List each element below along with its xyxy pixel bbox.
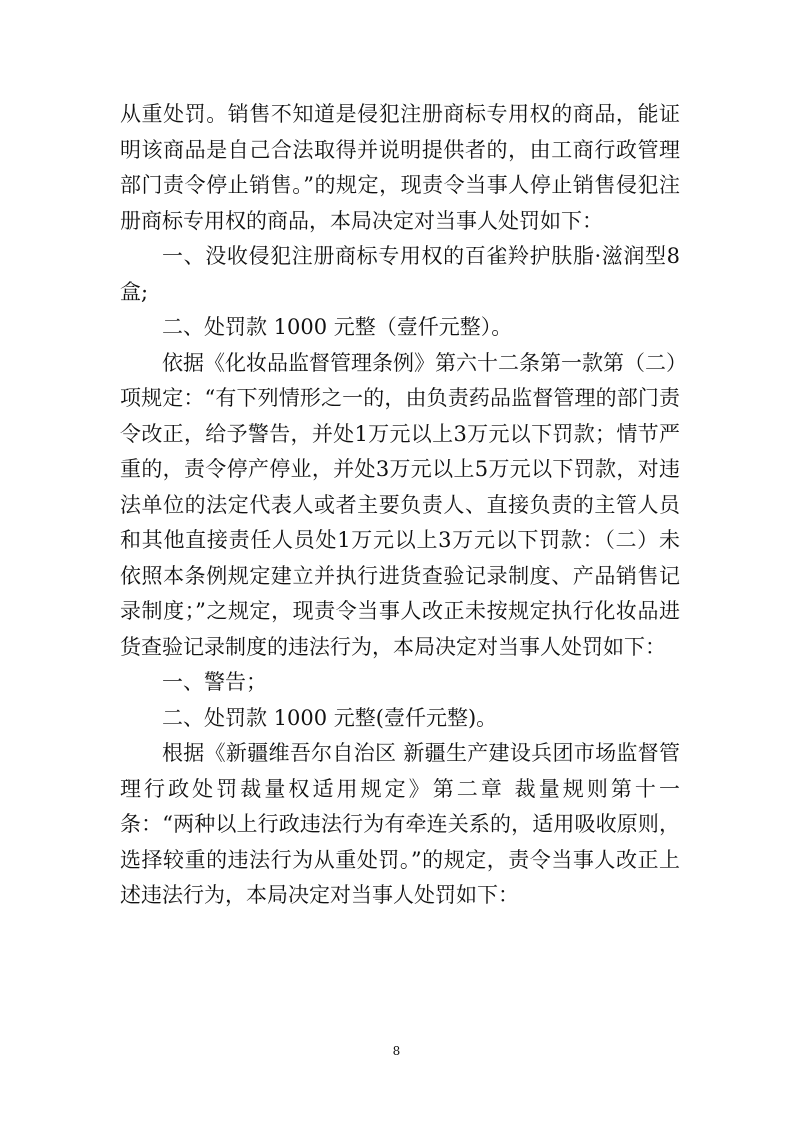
text-line: 根据《新疆维吾尔自治区 新疆生产建设兵团市场监督 [162,741,659,765]
text-line: 从重处罚。销售不知道是侵犯注册商标专用权的商品，能证 [120,102,680,126]
text-line: 员和其他直接责任人员处1万元以上3万元以下罚款：（二） [120,492,680,552]
text-line: 严重的，责令停产停业，并处3万元以上5万元以下罚款，对 [120,421,680,481]
text-line: 一、没收侵犯注册商标专用权的百雀羚护肤脂·滋润型 [162,244,667,268]
paragraph [120,97,680,239]
text-line: 管理行政处罚裁量权适用规定》第二章 裁量规则第十一条： [120,741,680,836]
paragraph [120,239,680,310]
text-line: 注册商标专用权的商品，本局决定对当事人处罚如下： [120,173,680,233]
paragraph [120,310,680,346]
text-line: 责令改正，给予警告，并处1万元以上3万元以下罚款；情节 [120,386,680,446]
paragraph [120,346,687,666]
text-line: 未依照本条例规定建立并执行进货查验记录制度、产品销售 [120,528,680,588]
text-line: 一、警告； [162,670,267,694]
text-line: 依据《化妆品监督管理条例》第六十二条第一款第（二） [162,350,687,375]
text-line: 8 盒; [120,244,680,304]
text-line: 记录制度；”之规定，现责令当事人改正未按规定执行化妆 [120,563,680,623]
text-line: 部门责令停止销售。”的规定，现责令当事人停止销售侵犯 [120,173,659,197]
body-text [120,97,687,914]
page-number: 8 [392,1044,401,1058]
text-line: 下： [624,634,666,659]
text-line: 二、处罚款 1000 元整（壹仟元整）。 [162,315,513,339]
text-line: 品进货查验记录制度的违法行为，本局决定对当事人处罚如 [120,599,681,659]
text-line: 择较重的违法行为从重处罚。”的规定，责令当事人改正上 [141,847,681,872]
paragraph [120,701,680,737]
text-line: “两种以上行政违法行为有牵连关系的，适用吸收原则，选 [120,812,681,872]
paragraph [120,736,680,914]
text-line: 项规定：“有下列情形之一的，由负责药品监督管理的部门 [120,386,659,410]
text-line: 二、处罚款 1000 元整(壹仟元整)。 [162,705,498,730]
text-line: 违法单位的法定代表人或者主要负责人、直接负责的主管人 [120,457,680,517]
paragraph [120,665,680,701]
text-line: 明该商品是自己合法取得并说明提供者的，由工商行政管理 [120,137,680,162]
text-line: 述违法行为，本局决定对当事人处罚如下： [120,883,519,907]
